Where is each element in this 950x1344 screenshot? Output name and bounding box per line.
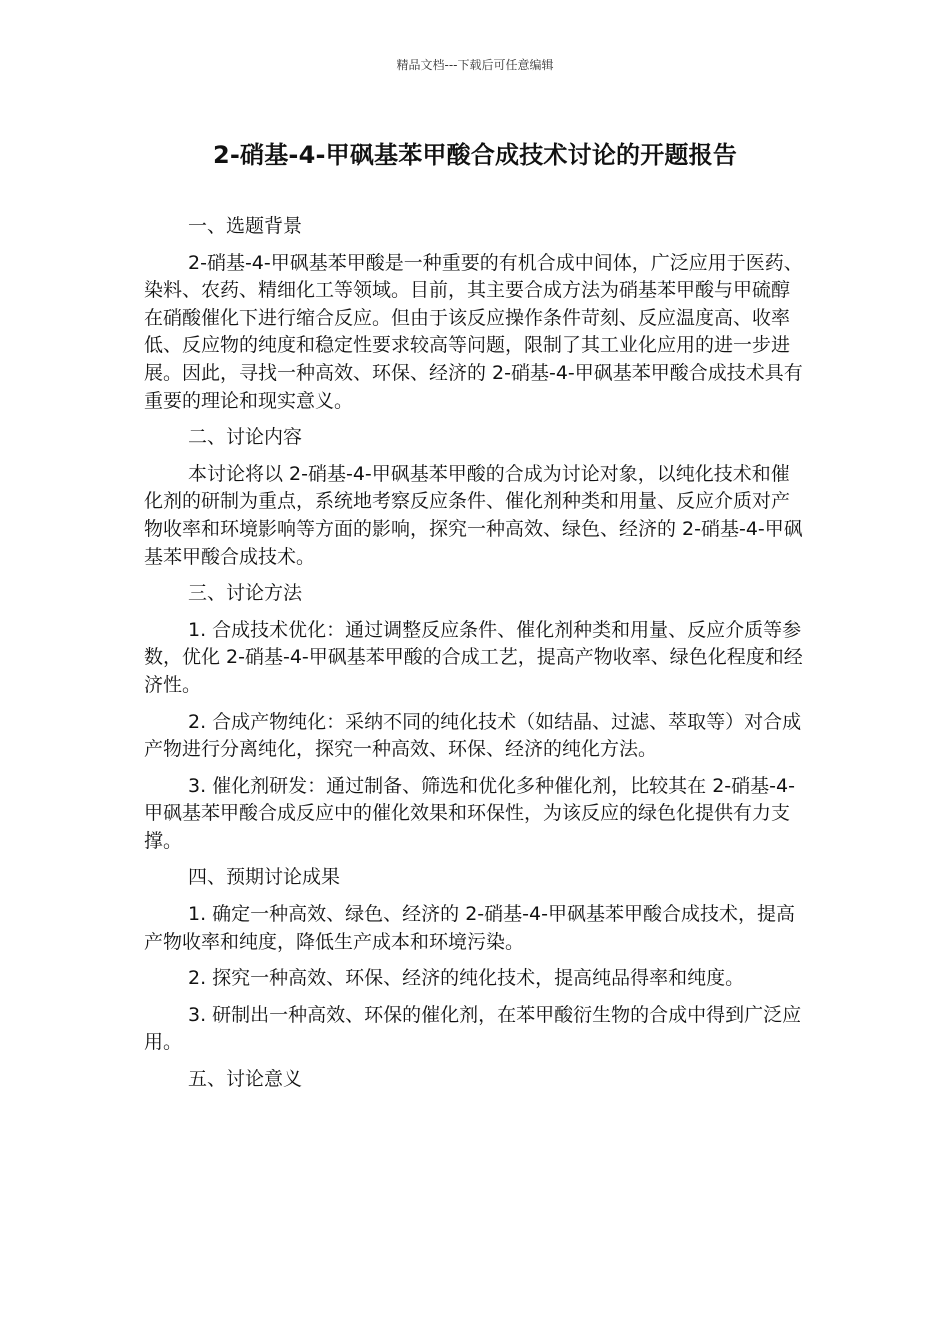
section-heading-significance: 五、讨论意义 [188, 1068, 303, 1091]
paragraph-content: 本讨论将以 2-硝基-4-甲砜基苯甲酸的合成为讨论对象，以纯化技术和催化剂的研制为重点，系统地考察反应条件、催化剂种类和用量、反应介质对产物收率和环境影响等方面的影响，探究一种高效、绿色、经济的 2-硝基-4-甲砜基苯甲酸合成技术。 [144, 462, 803, 568]
paragraph-result-3: 3. 研制出一种高效、环保的催化剂，在苯甲酸衍生物的合成中得到广泛应用。 [144, 1003, 802, 1054]
section-heading-methods: 三、讨论方法 [188, 582, 303, 605]
document-body [144, 213, 806, 1103]
section-heading-expected-results: 四、预期讨论成果 [188, 866, 341, 889]
section-heading-background: 一、选题背景 [188, 215, 303, 237]
paragraph-method-3: 3. 催化剂研发：通过制备、筛选和优化多种催化剂，比较其在 2-硝基-4-甲砜基苯甲酸合成反应中的催化效果和环保性，为该反应的绿色化提供有力支撑。 [144, 774, 795, 852]
section-heading-content: 二、讨论内容 [188, 426, 303, 449]
paragraph-method-2: 2. 合成产物纯化：采纳不同的纯化技术（如结晶、过滤、萃取等）对合成产物进行分离纯化，探究一种高效、环保、经济的纯化方法。 [144, 710, 802, 761]
paragraph-background: 2-硝基-4-甲砜基苯甲酸是一种重要的有机合成中间体，广泛应用于医药、染料、农药、精细化工等领域。目前，其主要合成方法为硝基苯甲酸与甲硫醇在硝酸催化下进行缩合反应。但由于该反应操作条件苛刻、反应温度高、收率低、反应物的纯度和稳定性要求较高等问题，限制了其工业化应用的进一步进展。因此，寻找一种高效、环保、经济的 2-硝基-4-甲砜基苯甲酸合成技术具有重要的理论和现实意义。 [144, 251, 803, 412]
paragraph-method-1: 1. 合成技术优化：通过调整反应条件、催化剂种类和用量、反应介质等参数，优化 2-硝基-4-甲砜基苯甲酸的合成工艺，提高产物收率、绿色化程度和经济性。 [144, 618, 803, 696]
header-note: 精品文档---下载后可任意编辑 [396, 58, 554, 72]
paragraph-result-2: 2. 探究一种高效、环保、经济的纯化技术，提高纯品得率和纯度。 [188, 967, 745, 990]
document-title: 2-硝基-4-甲砜基苯甲酸合成技术讨论的开题报告 [212, 141, 738, 169]
paragraph-result-1: 1. 确定一种高效、绿色、经济的 2-硝基-4-甲砜基苯甲酸合成技术，提高产物收率和纯度，降低生产成本和环境污染。 [144, 903, 795, 953]
